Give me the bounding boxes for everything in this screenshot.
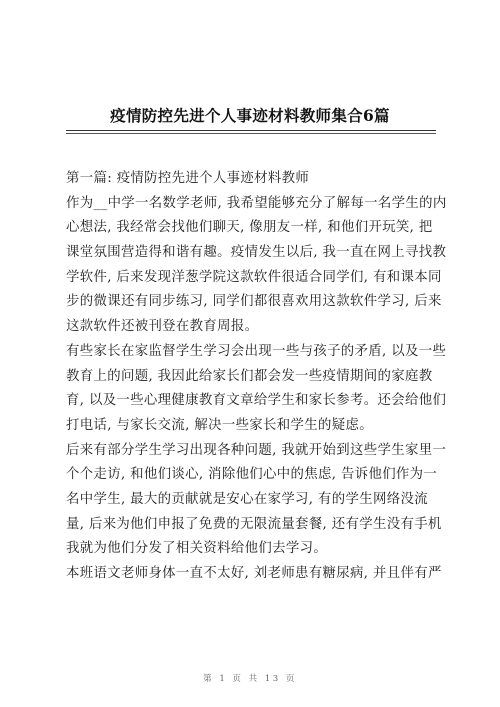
body-line: 量, 后来为他们申报了免费的无限流量套餐, 还有学生没有手机 [66, 516, 442, 532]
body-line: 本班语文老师身体一直不太好, 刘老师患有糖尿病, 并且伴有严 [66, 566, 442, 581]
body-line: 后来有部分学生学习出现各种问题, 我就开始到这些学生家里一 [66, 442, 447, 458]
body-line: 名中学生, 最大的贡献就是安心在家学习, 有的学生网络没流 [66, 491, 428, 507]
body-line: 第一篇: 疫情防控先进个人事迹材料教师 [66, 171, 310, 186]
document-body [66, 167, 447, 587]
document-title: 疫情防控先进个人事迹材料教师集合6篇 [110, 106, 390, 125]
title-underline [66, 130, 436, 131]
body-line: 这款软件还被刊登在教育周报。 [66, 319, 259, 335]
page-footer: 第 1 页 共 13 页 [203, 674, 297, 684]
body-line: 作为__中学一名数学老师, 我希望能够充分了解每一名学生的内 [66, 195, 447, 211]
body-line: 学软件, 后来发现洋葱学院这款软件很适合同学们, 有和课本同 [66, 269, 442, 285]
body-line: 课堂氛围营造得和谐有趣。疫情发生以后, 我一直在网上寻找教 [66, 245, 447, 261]
body-line: 心想法, 我经常会找他们聊天, 像朋友一样, 和他们开玩笑, 把 [66, 220, 433, 236]
body-line: 个个走访, 和他们谈心, 消除他们心中的焦虑, 告诉他们作为一 [66, 467, 438, 483]
body-line: 步的微课还有同步练习, 同学们都很喜欢用这款软件学习, 后来 [66, 294, 442, 310]
title-underline-secondary [66, 133, 436, 134]
body-line: 打电话, 与家长交流, 解决一些家长和学生的疑虑。 [66, 417, 373, 433]
body-line: 教育上的问题, 我因此给家长们都会发一些疫情期间的家庭教 [66, 368, 433, 384]
body-line: 我就为他们分发了相关资料给他们去学习。 [66, 541, 328, 557]
body-line: 有些家长在家监督学生学习会出现一些与孩子的矛盾, 以及一些 [66, 343, 447, 359]
body-line: 育, 以及一些心理健康教育文章给学生和家长参考。还会给他们 [66, 393, 447, 409]
